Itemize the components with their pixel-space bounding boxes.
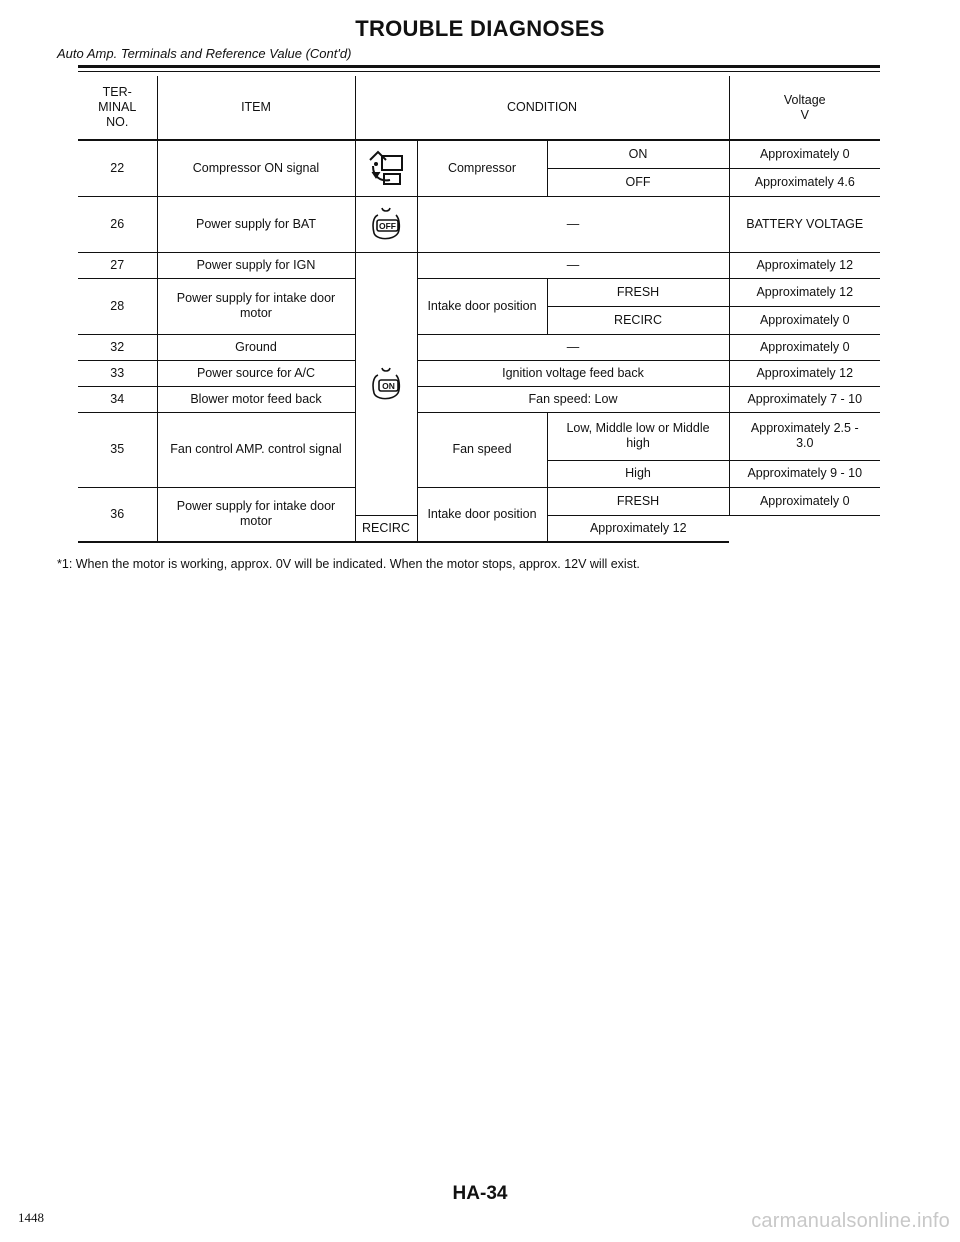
ignition-on-icon	[355, 252, 417, 515]
condition-cell: —	[417, 196, 729, 252]
voltage-value: BATTERY VOLTAGE	[729, 196, 880, 252]
sub-condition: OFF	[547, 168, 729, 196]
condition-cell: Fan speed	[417, 412, 547, 487]
header-voltage: Voltage V	[729, 76, 880, 140]
ac-switch-icon	[355, 140, 417, 196]
terminal-no: 28	[78, 278, 157, 334]
page-number: HA-34	[452, 1183, 508, 1204]
voltage-value: Approximately 12	[729, 360, 880, 386]
condition-cell: Ignition voltage feed back	[417, 360, 729, 386]
watermark: carmanualsonline.info	[751, 1210, 950, 1232]
table-row	[78, 412, 880, 460]
sub-condition: FRESH	[547, 487, 729, 515]
sub-condition: High	[547, 460, 729, 487]
condition-cell: Intake door position	[417, 487, 547, 542]
table-header-row	[78, 76, 880, 140]
ignition-off-icon	[355, 196, 417, 252]
condition-cell: Intake door position	[417, 278, 547, 334]
item-cell: Power supply for intake door motor	[157, 487, 355, 542]
voltage-value: Approximately 0	[729, 140, 880, 168]
table-row	[78, 334, 880, 360]
item-cell: Compressor ON signal	[157, 140, 355, 196]
voltage-value: Approximately 0	[729, 487, 880, 515]
item-cell: Fan control AMP. control signal	[157, 412, 355, 487]
sub-condition: RECIRC	[355, 515, 417, 542]
terminal-no: 33	[78, 360, 157, 386]
header-rule-thick	[78, 65, 880, 68]
item-cell: Ground	[157, 334, 355, 360]
terminal-no: 22	[78, 140, 157, 196]
item-cell: Power supply for IGN	[157, 252, 355, 278]
terminal-no: 32	[78, 334, 157, 360]
table-row	[78, 140, 880, 168]
terminal-no: 35	[78, 412, 157, 487]
table-row	[78, 360, 880, 386]
terminal-no: 34	[78, 386, 157, 412]
header-item: ITEM	[157, 76, 355, 140]
terminal-no: 27	[78, 252, 157, 278]
voltage-value: Approximately 12	[729, 252, 880, 278]
voltage-value: Approximately 4.6	[729, 168, 880, 196]
icon-off-text: OFF	[379, 221, 396, 231]
condition-cell: —	[417, 252, 729, 278]
sub-condition: ON	[547, 140, 729, 168]
voltage-value: Approximately 2.5 - 3.0	[729, 412, 880, 460]
terminal-reference-table	[78, 76, 880, 543]
table-row	[78, 487, 880, 515]
voltage-value: Approximately 7 - 10	[729, 386, 880, 412]
document-number: 1448	[18, 1210, 44, 1225]
table-row	[78, 386, 880, 412]
icon-on-text: ON	[382, 380, 395, 391]
condition-cell: —	[417, 334, 729, 360]
voltage-value: Approximately 0	[729, 306, 880, 334]
item-cell: Power source for A/C	[157, 360, 355, 386]
terminal-no: 26	[78, 196, 157, 252]
item-cell: Power supply for BAT	[157, 196, 355, 252]
page-subtitle: Auto Amp. Terminals and Reference Value (Cont'd)	[57, 46, 352, 61]
condition-cell: Compressor	[417, 140, 547, 196]
table-row	[78, 196, 880, 252]
header-condition: CONDITION	[355, 76, 729, 140]
voltage-value: Approximately 0	[729, 334, 880, 360]
header-rule-thin	[78, 71, 880, 72]
sub-condition: RECIRC	[547, 306, 729, 334]
sub-condition: FRESH	[547, 278, 729, 306]
voltage-value: Approximately 12	[729, 278, 880, 306]
sub-condition: Low, Middle low or Middle high	[547, 412, 729, 460]
item-cell: Power supply for intake door motor	[157, 278, 355, 334]
terminal-no: 36	[78, 487, 157, 542]
table-row	[78, 278, 880, 306]
voltage-value: Approximately 12	[547, 515, 729, 542]
item-cell: Blower motor feed back	[157, 386, 355, 412]
footnote: *1: When the motor is working, approx. 0V will be indicated. When the motor stops, approx. 12V will exist.	[57, 557, 640, 571]
table-row	[78, 252, 880, 278]
header-terminal: TER- MINAL NO.	[78, 76, 157, 140]
page-title: TROUBLE DIAGNOSES	[355, 16, 605, 41]
condition-cell: Fan speed: Low	[417, 386, 729, 412]
voltage-value: Approximately 9 - 10	[729, 460, 880, 487]
